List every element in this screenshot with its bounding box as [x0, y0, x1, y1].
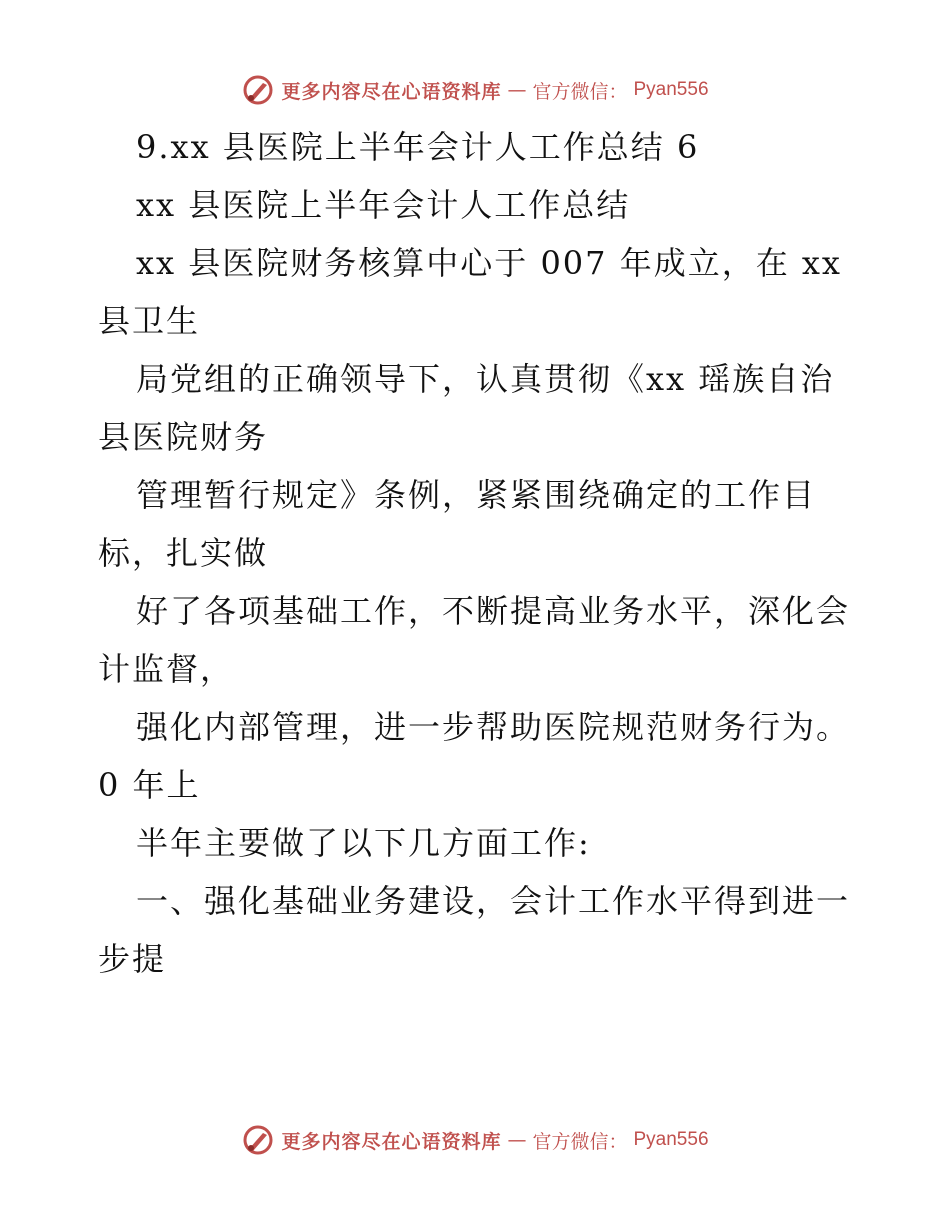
text-line: xx 县医院上半年会计人工作总结	[136, 186, 631, 224]
header-watermark	[0, 70, 950, 110]
footer-watermark	[0, 1120, 950, 1160]
text-line: 好了各项基础工作，不断提高业务水平，深化会	[136, 592, 851, 630]
text-line: 县卫生	[98, 302, 201, 340]
watermark-separator: —	[507, 79, 527, 101]
text-line: 步提	[98, 940, 167, 978]
text-line: 县医院财务	[98, 418, 269, 456]
brush-logo-icon	[241, 1123, 275, 1157]
watermark-contact-label: 官方微信：	[532, 80, 628, 103]
text-line: 0 年上	[98, 766, 201, 804]
watermark-contact-id: Pyan556	[633, 79, 709, 100]
watermark-contact-label: 官方微信：	[532, 1130, 628, 1153]
text-line: 管理暂行规定》条例，紧紧围绕确定的工作目	[136, 476, 817, 514]
brush-logo-icon	[241, 73, 275, 107]
text-line: 半年主要做了以下几方面工作:	[136, 824, 591, 862]
text-line: 标，扎实做	[98, 534, 269, 572]
document-body	[98, 118, 858, 988]
text-line: 9.xx 县医院上半年会计人工作总结 6	[136, 128, 700, 166]
watermark-brand: 更多内容尽在心语资料库	[281, 80, 502, 103]
watermark-separator: —	[507, 1129, 527, 1151]
watermark-brand: 更多内容尽在心语资料库	[281, 1130, 502, 1153]
text-line: 局党组的正确领导下，认真贯彻《xx 瑶族自治	[136, 360, 835, 398]
text-line: 强化内部管理，进一步帮助医院规范财务行为。	[136, 708, 851, 746]
text-line: xx 县医院财务核算中心于 007 年成立，在 xx	[136, 244, 842, 282]
text-line: 一、强化基础业务建设，会计工作水平得到进一	[136, 882, 851, 920]
watermark-contact-id: Pyan556	[633, 1129, 709, 1150]
text-line: 计监督，	[98, 650, 235, 688]
